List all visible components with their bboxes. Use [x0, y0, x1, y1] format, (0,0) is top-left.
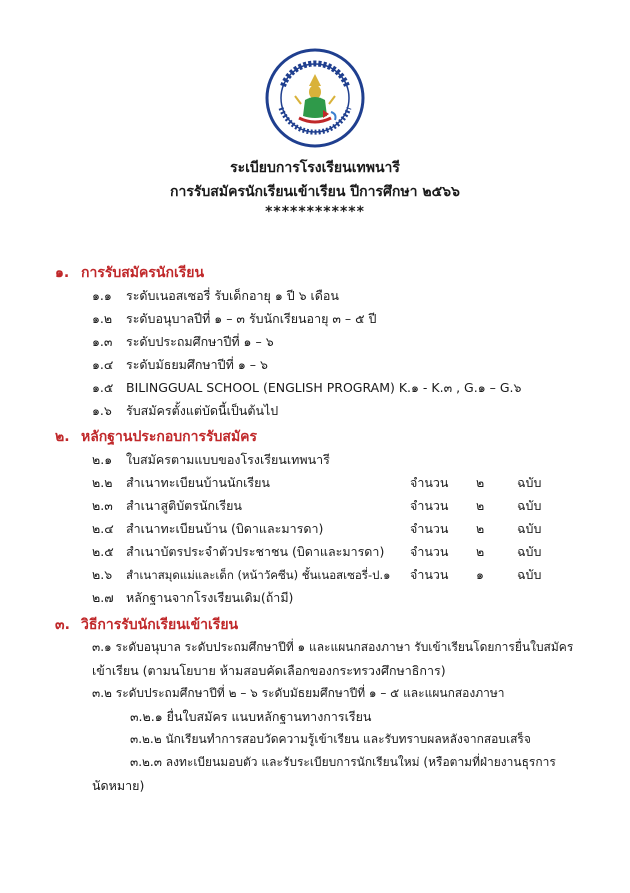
qty-unit: ฉบับ	[517, 498, 542, 513]
item-text: หลักฐานจากโรงเรียนเดิม(ถ้ามี)	[126, 590, 294, 605]
list-item	[92, 401, 278, 421]
list-item	[92, 378, 521, 398]
section-3-number: ๓.	[55, 617, 70, 633]
item-text: ระดับมัธยมศึกษาปีที่ ๑ – ๖	[126, 357, 268, 372]
stars-divider: ************	[265, 204, 365, 220]
section-3-heading	[55, 614, 238, 636]
item-number: ๒.๗	[92, 590, 114, 605]
section-1-heading	[55, 262, 204, 284]
school-seal-logo	[265, 48, 365, 148]
paragraph-3-2: ๓.๒ ระดับประถมศึกษาปีที่ ๒ – ๖ ระดับมัธยมศึกษาปีที่ ๑ – ๕ และแผนกสองภาษา	[92, 686, 505, 700]
list-item	[92, 450, 330, 470]
item-text: สำเนาทะเบียนบ้านนักเรียน	[126, 475, 270, 490]
qty-unit: ฉบับ	[517, 567, 542, 582]
item-text: สำเนาสมุดแม่และเด็ก (หน้าวัคซีน) ชั้นเนอสเซอรี่-ป.๑	[126, 568, 391, 582]
item-number: ๒.๒	[92, 475, 113, 490]
item-text: ระดับเนอสเซอรี่ รับเด็กอายุ ๑ ปี ๖ เดือน	[126, 288, 339, 303]
item-number: ๒.๖	[92, 567, 113, 582]
qty-value: ๒	[476, 475, 485, 490]
qty-label: จำนวน	[410, 544, 449, 559]
document-subtitle: การรับสมัครนักเรียนเข้าเรียน ปีการศึกษา ๒๕๖๖	[170, 184, 460, 200]
item-text: ระดับประถมศึกษาปีที่ ๑ – ๖	[126, 334, 274, 349]
item-text: สำเนาทะเบียนบ้าน (บิดาและมารดา)	[126, 521, 324, 536]
section-1-title: การรับสมัครนักเรียน	[81, 265, 205, 281]
item-text: รับสมัครตั้งแต่บัดนี้เป็นต้นไป	[126, 403, 279, 418]
list-item	[92, 286, 339, 306]
item-number: ๑.๖	[92, 403, 112, 418]
qty-unit: ฉบับ	[517, 544, 542, 559]
item-number: ๒.๕	[92, 544, 114, 559]
list-item	[92, 519, 323, 539]
document-title: ระเบียบการโรงเรียนเทพนารี	[230, 160, 400, 176]
section-1-number: ๑.	[55, 265, 70, 281]
section-2-number: ๒.	[55, 429, 70, 445]
item-text: BILINGGUAL SCHOOL (ENGLISH PROGRAM) K.๑ - K.๓ , G.๑ – G.๖	[126, 380, 522, 395]
item-number: ๑.๔	[92, 357, 114, 372]
subitem-3-2-1: ๓.๒.๑ ยื่นใบสมัคร แนบหลักฐานทางการเรียน	[130, 709, 372, 724]
qty-unit: ฉบับ	[517, 521, 542, 536]
qty-label: จำนวน	[410, 475, 449, 490]
section-2-title: หลักฐานประกอบการรับสมัคร	[81, 429, 258, 445]
qty-value: ๒	[476, 544, 485, 559]
list-item	[92, 496, 242, 516]
paragraph-3-1-line-1: ๓.๑ ระดับอนุบาล ระดับประถมศึกษาปีที่ ๑ และแผนกสองภาษา รับเข้าเรียนโดยการยื่นใบสมัคร	[92, 640, 574, 654]
list-item	[92, 355, 268, 375]
subitem-3-2-3-line-2: นัดหมาย)	[92, 778, 145, 793]
list-item	[92, 473, 270, 493]
item-number: ๑.๓	[92, 334, 113, 349]
item-text: ใบสมัครตามแบบของโรงเรียนเทพนารี	[126, 452, 330, 467]
item-text: ระดับอนุบาลปีที่ ๑ – ๓ รับนักเรียนอายุ ๓ – ๕ ปี	[126, 311, 377, 326]
item-text: สำเนาบัตรประจำตัวประชาชน (บิดาและมารดา)	[126, 544, 385, 559]
qty-label: จำนวน	[410, 498, 449, 513]
list-item	[92, 332, 274, 352]
item-number: ๑.๑	[92, 288, 112, 303]
item-number: ๑.๒	[92, 311, 113, 326]
item-text: สำเนาสูติบัตรนักเรียน	[126, 498, 242, 513]
list-item	[92, 542, 384, 562]
item-number: ๒.๔	[92, 521, 114, 536]
qty-label: จำนวน	[410, 567, 449, 582]
qty-value: ๒	[476, 521, 485, 536]
subitem-3-2-2: ๓.๒.๒ นักเรียนทำการสอบวัดความรู้เข้าเรียน และรับทราบผลหลังจากสอบเสร็จ	[130, 732, 531, 746]
item-number: ๒.๓	[92, 498, 113, 513]
item-number: ๒.๑	[92, 452, 113, 467]
section-3-title: วิธีการรับนักเรียนเข้าเรียน	[81, 617, 239, 633]
list-item	[92, 309, 377, 329]
list-item	[92, 588, 293, 608]
subitem-3-2-3-line-1: ๓.๒.๓ ลงทะเบียนมอบตัว และรับระเบียบการนักเรียนใหม่ (หรือตามที่ฝ่ายงานธุรการ	[130, 755, 556, 769]
item-number: ๑.๕	[92, 380, 114, 395]
paragraph-3-1-line-2: เข้าเรียน (ตามนโยบาย ห้ามสอบคัดเลือกของกระทรวงศึกษาธิการ)	[92, 663, 446, 678]
qty-value: ๒	[476, 498, 485, 513]
qty-value: ๑	[476, 567, 484, 582]
qty-label: จำนวน	[410, 521, 449, 536]
section-2-heading	[55, 426, 257, 448]
qty-unit: ฉบับ	[517, 475, 542, 490]
list-item	[92, 565, 390, 585]
